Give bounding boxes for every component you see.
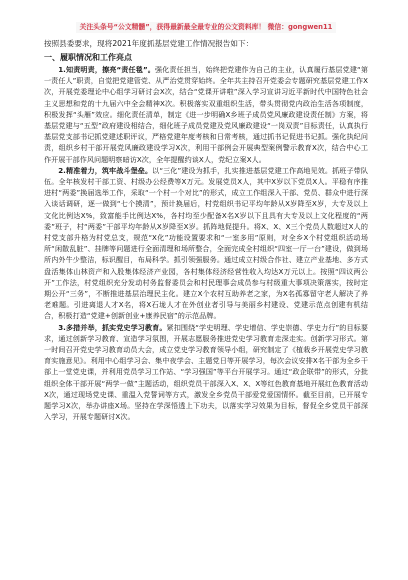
- paragraph-3-lead: 3.多措并举，抓实党史学习教育。: [58, 322, 167, 332]
- paragraph-2: [44, 165, 368, 322]
- salutation: 按照县委要求，现将2021年度抓基层党建工作情况报告如下：: [44, 39, 254, 48]
- watermark-text: 关注头条号“公文精髓”，获得最新最全最专业的公文资料库！ 微信：gongwen11: [76, 22, 337, 33]
- watermark-banner: [44, 14, 368, 34]
- paragraph-2-body: 以“三化”建设为抓手，扎实推进基层党建工作高地见效。抓班子带队伍。全年核发村干部工资、村级办公经费等X万元。发展党员X人，其中X岁以下党员X人。平稳有序推进村“两委”换届选举工作，采取“一个村一个对比”的形式，成立工作组深入干部、党员、群众中进行深入谈话调研，逐一做到“七个摸清”，预计换届后，村党组织书记平均年龄从X岁降至X岁，大专及以上文化比例达X%，致富能手比例达X%，各村均至少配备X名X岁以下且具有大专及以上文化程度的“两委”班子，村“两委”干部平均年龄从X岁降至X岁。抓阵地促提升。将X、X、X三个党员人数超过X人的村党支部升格为村党总支，规范“X化”功能设置要求和“一室多用”原则，对全乡X个村党组织活动场所“闲散乱脏”、挂牌等问题进行全面清理和场所整合，全面完成全村组织“四室一厅一台”建设，做到场所内外牛少整洁，标识醒目，布局科学。抓引领强服务。通过成立村级合作社、建立产业基地、多方式盘活集体山林资产和入股集体经济产业园，各村集体经济经营性收入均达X万元以上。按照“四议两公开”工作法，村党组织充分发动村务监督委员会和村民理事会成员参与村级重大事项决策落实，按时定期公开“三务”，不断推进基层治理民主化。建立X个农村互助养老之家，为X名孤寡留守老人解决了养老难题。引进离退人才X名，将X石垅人才在外创业者引导与美丽乡村建设、党建示范点创建有机结合，积极打造“党建+创新创业+康养民宿”的示范品牌。: [44, 165, 368, 321]
- section-heading-1: 一、履职情况和工作亮点: [44, 53, 132, 62]
- paragraph-2-lead: 2.精准着力，筑牢战斗堡垒。: [58, 165, 153, 175]
- paragraph-1-lead: 1.知责明责，擦亮“责任毯”。: [58, 65, 155, 74]
- paragraph-1-body: 强化责任担当，始终把党建作为自己的主业，认真履行基层党建“第一责任人”职责，自觉把党建管党、从严治党贯穿始终。全年共主持召开党委会专题研究基层党建工作X次，开展党委理论中心组学习研讨会X次，结合“党课开讲啦”深入学习宣讲习近平新时代中国特色社会主义思想和党的十九届六中全会精神X次。积极落实双重组织生活，带头贯彻党内政治生活各项制度，积极发挥“头雁”效应。细化责任清单，制定《进一步明确X乡班子成员党风廉政建设责任制》方案，将基层党建与“五型”政府建设相结合，细化班子成员党建及党风廉政建设“一岗双责”目标责任，认真执行基层党支部书记抓党建述职评议，严格党建年度考核和日常考核，通过抓书记促进书记抓。强化执纪问责，组织乡村干部开展党风廉政建设学习X次，利用干部例会开展典型案例警示教育X次，结合中心工作开展干部作风问题明察暗访X次，全年提醒约谈X人，党纪立案X人。: [44, 65, 368, 164]
- paragraph-3: [44, 322, 368, 423]
- paragraph-1: [44, 64, 368, 165]
- paragraph-3-body: 紧扣围绕“学史明理、学史增信、学史崇德、学史力行”的目标要求，通过创新学习教育、宣造学习氛围，开展志愿服务推进党史学习教育走深走实。创新学习形式。第一时间召开党史学习教育动员大会，成立党史学习教育领导小组，研究制定了《植栽乡开展党史学习教育实施意见》。利用中心组学习会、集中夜学会、主题党日等开展学习，每次会议安排X名干部为全乡干部上一堂党史课，并利用党员学习工作站、“学习强国”等平台开展学习。通过“政企联带”的形式，分批组织全体干部开展“两学一做”主题活动，组织党员干部深入X、X、X等红色教育基地开展红色教育活动X次，通过现场党史课、重温入党誓词等方式，激发全乡党员干部爱党爱国情怀。截至目前，已开展专题学习X次，举办讲座X场。坚持在学深悟透上下功夫，以落实学习效果为目标，督促全乡党员干部深入学习，开展专题研讨X次。: [44, 322, 368, 422]
